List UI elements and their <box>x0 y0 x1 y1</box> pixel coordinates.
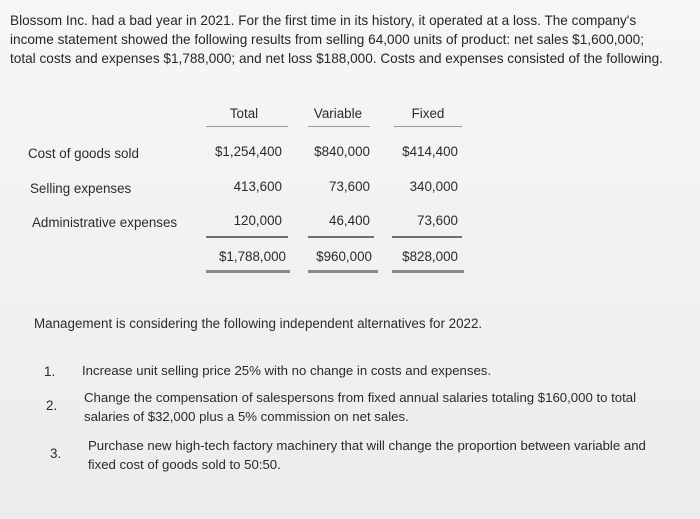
cell-fixed: $414,400 <box>402 144 458 159</box>
cell-variable: $840,000 <box>314 144 370 159</box>
alternative-line: fixed cost of goods sold to 50:50. <box>88 457 281 472</box>
alternative-line: Change the compensation of salespersons from fixed annual salaries totaling $160,000 to total <box>84 390 637 405</box>
alternative-text <box>88 436 688 474</box>
cell-total: 413,600 <box>233 179 282 194</box>
total-variable: $960,000 <box>316 249 372 264</box>
alternative-number: 2. <box>46 398 58 413</box>
subtotal-line <box>206 236 288 238</box>
alternative-text <box>84 388 684 426</box>
alternative-line: Purchase new high-tech factory machinery that will change the proportion between variable and <box>88 438 646 453</box>
alternative-text <box>82 361 662 380</box>
management-statement: Management is considering the following independent alternatives for 2022. <box>34 316 483 331</box>
intro-line: income statement showed the following results from selling 64,000 units of product: net sales $1,600,000; <box>10 32 644 47</box>
header-underline <box>308 126 370 127</box>
total-double-underline <box>206 270 290 273</box>
cell-variable: 46,400 <box>329 213 370 228</box>
subtotal-line <box>392 236 462 238</box>
row-label: Selling expenses <box>30 181 132 196</box>
header-fixed: Fixed <box>411 106 445 121</box>
cell-fixed: 73,600 <box>417 213 458 228</box>
alternative-number: 3. <box>50 446 62 461</box>
problem-intro <box>10 11 690 68</box>
cell-variable: 73,600 <box>329 179 370 194</box>
intro-line: total costs and expenses $1,788,000; and net loss $188,000. Costs and expenses consisted of the following. <box>10 51 663 66</box>
header-underline <box>394 126 462 127</box>
subtotal-line <box>308 236 374 238</box>
cell-total: $1,254,400 <box>214 144 282 159</box>
alternative-line: Increase unit selling price 25% with no change in costs and expenses. <box>82 363 492 378</box>
total-fixed: $828,000 <box>402 249 458 264</box>
intro-line: Blossom Inc. had a bad year in 2021. For the first time in its history, it operated at a loss. The company's <box>10 13 637 28</box>
total-total: $1,788,000 <box>218 249 286 264</box>
header-total: Total <box>229 106 259 121</box>
header-underline <box>206 126 288 127</box>
cell-total: 120,000 <box>233 213 282 228</box>
row-label: Cost of goods sold <box>28 146 139 161</box>
total-double-underline <box>308 270 378 273</box>
total-double-underline <box>392 270 464 273</box>
row-label: Administrative expenses <box>32 215 178 230</box>
alternative-number: 1. <box>44 364 56 379</box>
alternative-line: salaries of $32,000 plus a 5% commission on net sales. <box>84 409 409 424</box>
header-variable: Variable <box>313 106 363 121</box>
cell-fixed: 340,000 <box>409 179 458 194</box>
